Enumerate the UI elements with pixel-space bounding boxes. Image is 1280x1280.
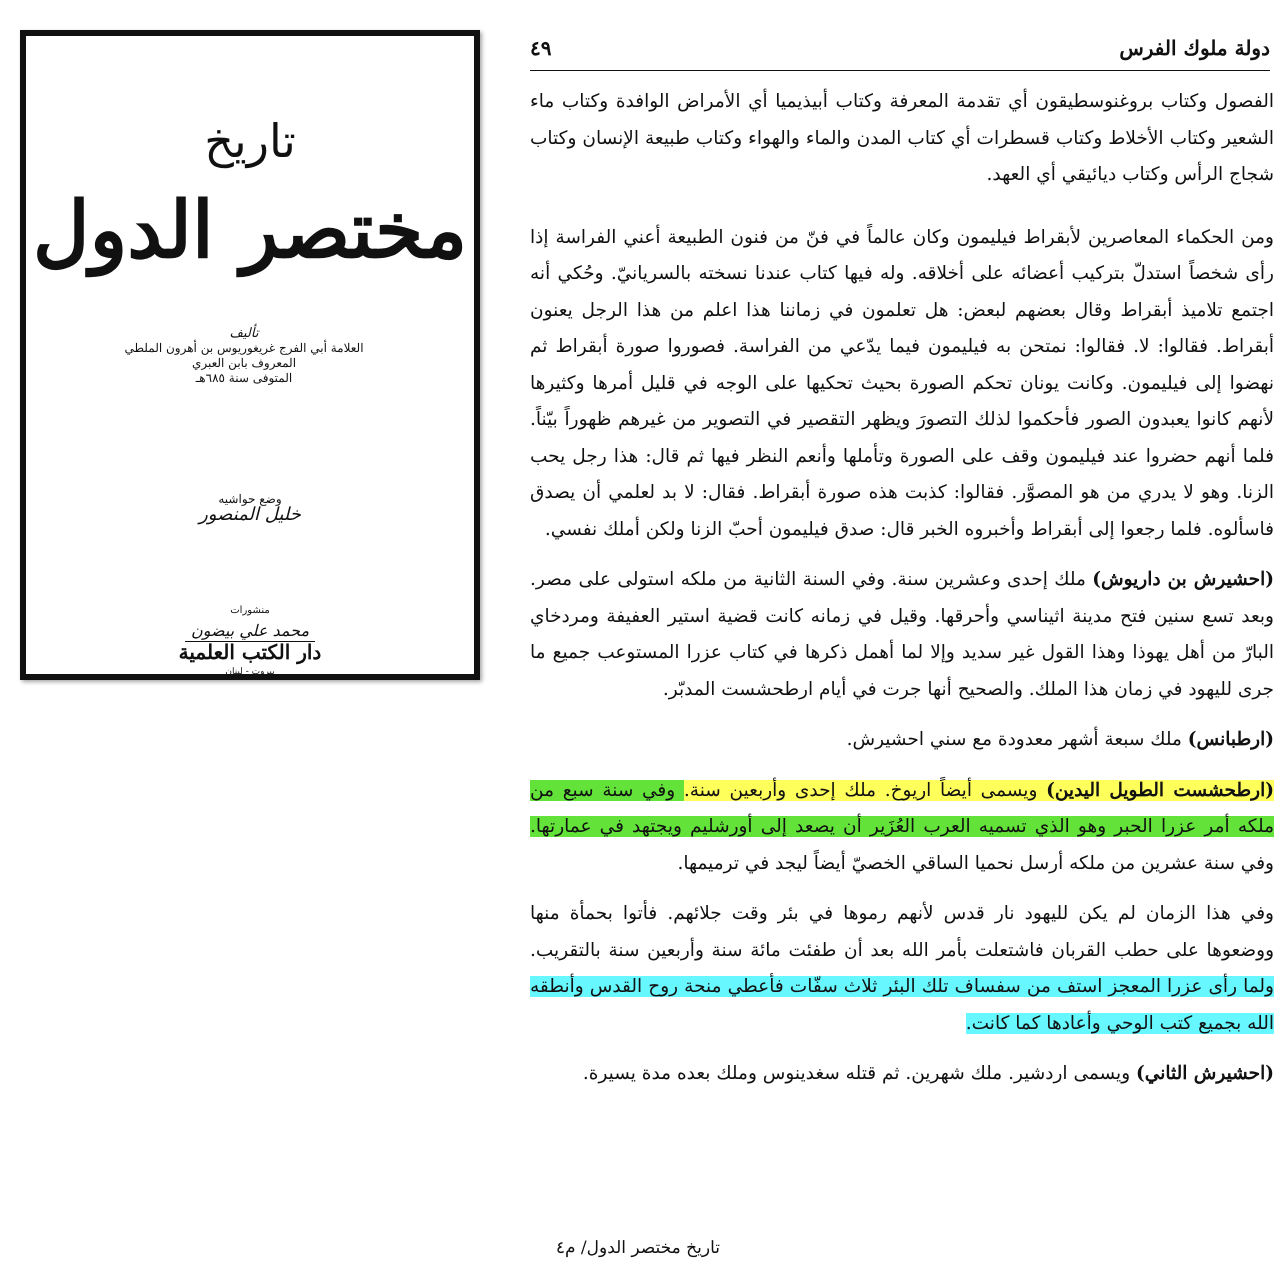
running-title: دولة ملوك الفرس xyxy=(1119,36,1270,60)
paragraph-4 xyxy=(530,722,1274,759)
publisher-name: محمد علي بيضون xyxy=(185,621,315,642)
paragraph-6 xyxy=(530,896,1274,1042)
book-cover xyxy=(20,30,480,680)
book-page xyxy=(520,0,1280,1280)
paragraph-3-text: ملك إحدى وعشرين سنة. وفي السنة الثانية من ملكه استولى على مصر. وبعد تسع سنين فتح مدينة اثيناسي وأحرقها. وقيل في زمانه كانت قضية استير العفيفة ومردخاي البارّ من أهل يهوذا وهذا القول غير سديد وإلا لما أهمل ذكرها في كتاب عزرا المستوعب جميع ما جرى لليهود في زمان هذا الملك. والصحيح أنها جرت في أيام ارطحشست المدبّر. xyxy=(530,569,1274,700)
king-name-artabanus: (ارطبانس) xyxy=(1187,729,1274,750)
paragraph-1: الفصول وكتاب بروغنوسطيقون أي تقدمة المعرفة وكتاب أبيذيميا أي الأمراض الوافدة وكتاب ماء الشعير وكتاب الأخلاط وكتاب قسطرات أي كتاب المدن والماء والهواء وكتاب طبيعة الإنسان وكتاب شجاج الرأس وكتاب ديائيقي أي العهد. xyxy=(530,91,1274,185)
publisher-city: بيروت - لبنان xyxy=(225,667,275,677)
paragraph-3 xyxy=(530,562,1274,708)
cover-author-block xyxy=(124,326,364,386)
paragraph-5-rest: وفي سنة عشرين من ملكه أرسل نحميا الساقي الخصيّ أيضاً ليجد في ترميمها. xyxy=(677,852,1274,874)
cover-author-line3: المتوفى سنة ٦٨٥هـ xyxy=(195,371,293,385)
cover-editor-name: خليل المنصور xyxy=(199,504,301,525)
cover-editor-block xyxy=(26,491,474,523)
highlight-yellow-text: ويسمى أيضاً اريوخ. ملك إحدى وأربعين سنة. xyxy=(683,779,1047,801)
paragraph-7 xyxy=(530,1056,1274,1093)
paragraph-2: ومن الحكماء المعاصرين لأبقراط فيليمون وكان عالماً في فنّ من فنون الطبيعة أعني الفراسة إذا رأى شخصاً استدلّ بتركيب أعضائه على أخلاقه. وله فيها كتاب عندنا نسخته بالسريانيّ. وحُكي أنه اجتمع تلاميذ أبقراط وقال بعضهم لبعض: هل تعلمون في زماننا هذا اعلم من هذا الرجل يعنون أبقراط. فقالوا: لا. فقالوا: نمتحن به فيليمون فيما يدّعي من الفراسة. فصوروا صورة أبقراط ثم نهضوا إلى فيليمون. وكانت يونان تحكم الصورة بحيث تحكيها على الوجه في قليل أمرها وكثيرها لأنهم كانوا يعبدون الصور فأحكموا لذلك التصورَ ويظهر التقصير في التصوير من غيرهم ظهوراً بيّناً. فلما أنهم حضروا عند فيليمون وقف على الصورة وتأملها وأنعم النظر فيها ثم قال: هذا رجل يحب الزنا. وهو لا يدري من هو المصوَّر. فقالوا: كذبت هذه صورة أبقراط. فقال: لا بد لعلمي أن يصدق فاسألوه. فلما رجعوا إلى أبقراط وأخبروه الخبر قال: صدق فيليمون أحبّ الزنا ولكن أملك نفسي. xyxy=(530,226,1274,540)
cover-title-main: مختصر الدول xyxy=(32,185,468,276)
cover-publisher-block xyxy=(26,601,474,682)
highlight-cyan-text: ولما رأى عزرا المعجز استف من سفساف تلك البئر ثلاث سفّات فأعطي منحة روح القدس وأنطقه الله بجميع كتب الوحي وأعادها كما كانت. xyxy=(530,976,1274,1034)
page-body xyxy=(530,84,1274,1093)
king-name-ahasuerus-ii: (احشيرش الثاني) xyxy=(1136,1063,1274,1084)
paragraph-7-text: ويسمى اردشير. ملك شهرين. ثم قتله سغدينوس وملك بعده مدة يسيرة. xyxy=(582,1063,1137,1084)
page-header xyxy=(530,28,1270,71)
paragraph-6-text: وفي هذا الزمان لم يكن لليهود نار قدس لأنهم رموها في بئر وقت جلائهم. فأتوا بحمأة منها ووضعوها على حطب القربان فاشتعلت بأمر الله بعد أن طفئت مائة سنة وأربعين سنة بالتقريب. xyxy=(530,903,1274,961)
cover-editor-label: وضع حواشيه xyxy=(218,492,282,506)
king-name-artaxerxes: (ارطحشست الطويل اليدين) xyxy=(1046,779,1274,801)
cover-author-label: تأليف xyxy=(229,326,259,341)
highlight-green-text: وفي سنة سبع من ملكه أمر عزرا الحبر وهو الذي تسميه العرب العُزَير أن يصعد إلى أورشليم ويجتهد في عمارتها. xyxy=(530,779,1274,837)
cover-author-line1: العلامة أبي الفرج غريغوريوس بن أهرون الملطي xyxy=(124,341,364,355)
page-footer: تاريخ مختصر الدول/ م٤ xyxy=(555,1238,720,1258)
king-name-ahasuerus: (احشيرش بن داريوش) xyxy=(1092,569,1274,590)
publisher-label: منشورات xyxy=(230,605,270,616)
cover-author-line2: المعروف بابن العبري xyxy=(191,356,297,370)
page-number: ٤٩ xyxy=(530,36,552,60)
paragraph-4-text: ملك سبعة أشهر معدودة مع سني احشيرش. xyxy=(846,729,1188,750)
publisher-house: دار الكتب العلمية xyxy=(178,640,322,664)
cover-title-top: تاريخ xyxy=(204,114,296,168)
paragraph-5 xyxy=(530,773,1274,883)
